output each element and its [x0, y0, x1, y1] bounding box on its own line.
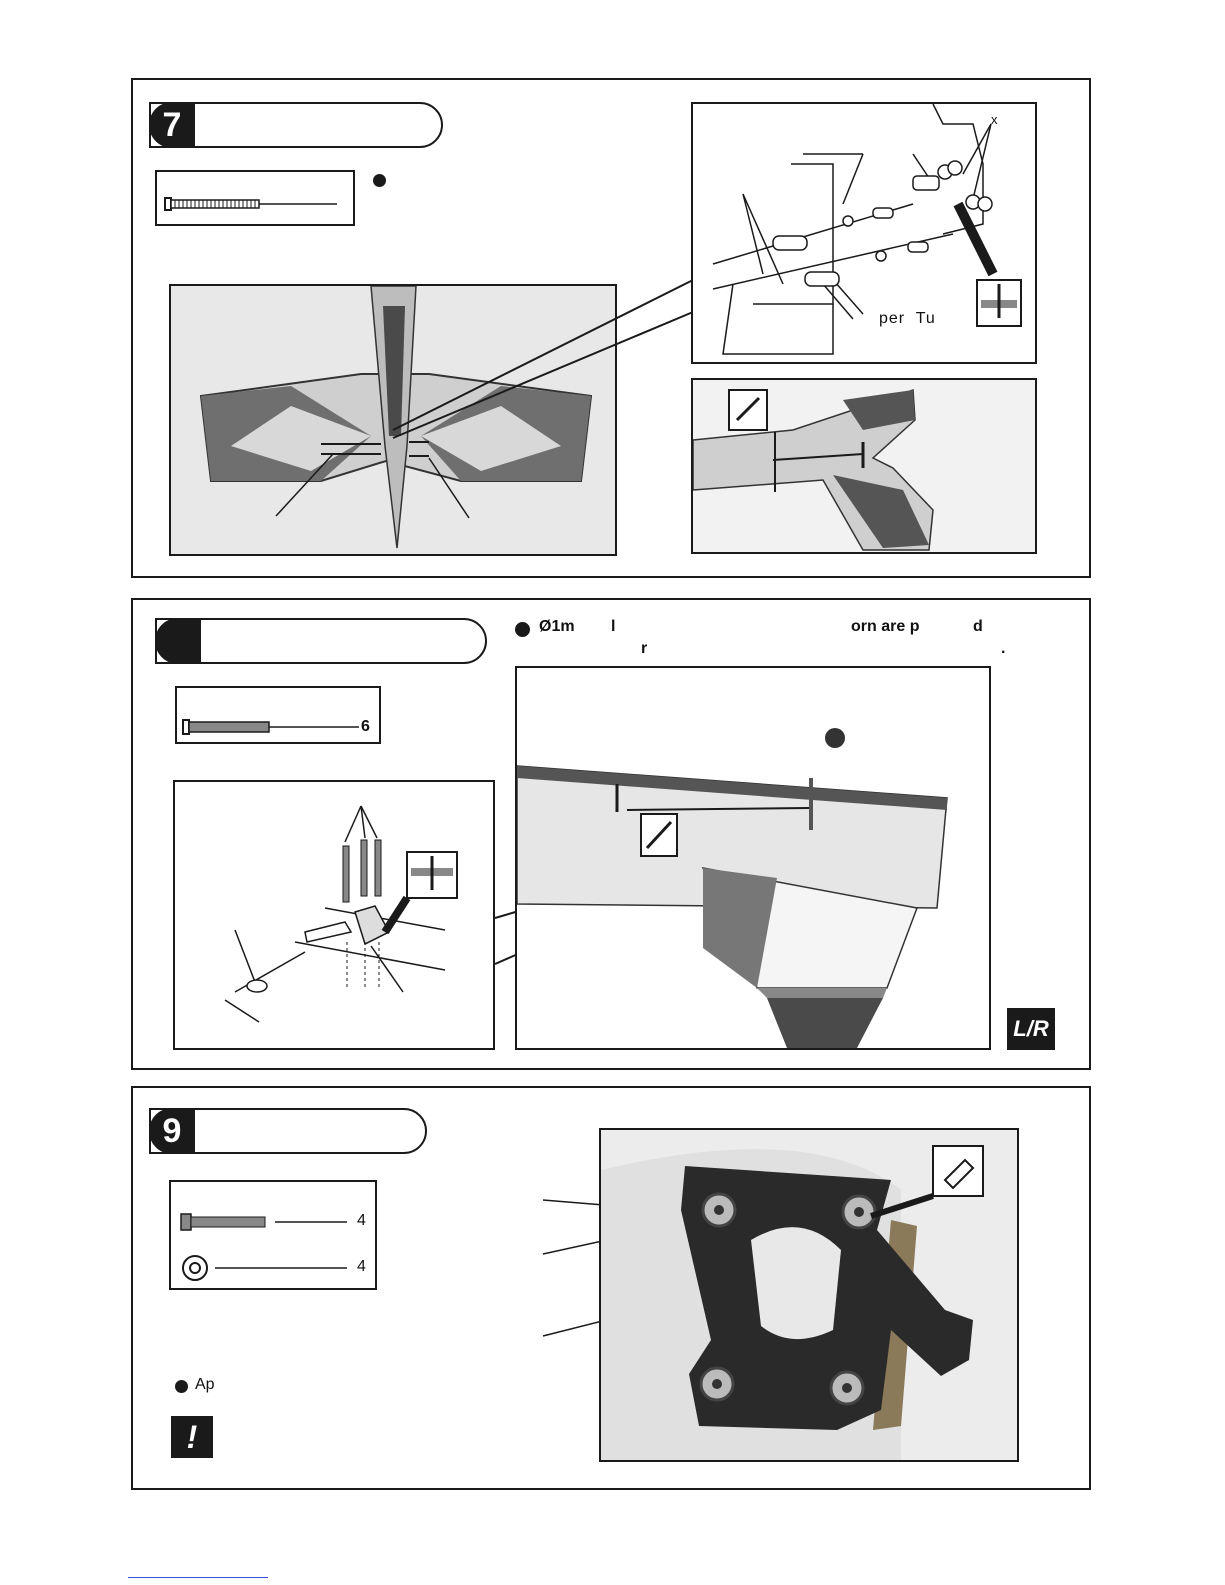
step-7-bullet	[373, 174, 386, 187]
footer-link-underline[interactable]	[128, 1577, 268, 1578]
hinge-exploded-diagram	[693, 104, 1037, 364]
step-8-number	[155, 618, 201, 664]
step-9-tab	[149, 1108, 427, 1154]
step-8-note-e: r	[641, 640, 648, 657]
step-7-tab	[149, 102, 443, 148]
step-9-section	[131, 1086, 1091, 1490]
step-8-screw-part-box	[175, 686, 381, 744]
step-8-note-f: .	[1001, 640, 1006, 657]
step-9-parts-box	[169, 1180, 377, 1290]
step-7-rudder-photo	[691, 378, 1037, 554]
step-8-elevator-photo	[515, 666, 991, 1050]
step-8-note-a: Ø1m	[539, 618, 575, 635]
step-9-motor-mount-photo	[599, 1128, 1019, 1462]
control-horn-exploded-diagram	[175, 782, 495, 1050]
step-9-bullet-text: Ap	[195, 1376, 215, 1393]
screw-icon	[177, 688, 381, 744]
stabilizer-illustration	[171, 286, 617, 556]
step-8-screw-qty: 6	[361, 718, 370, 735]
bolt-and-washer-icons	[171, 1182, 377, 1290]
horizontal-tail-illustration	[517, 668, 991, 1050]
lr-badge: L/R	[1007, 1008, 1055, 1050]
step-7-section	[131, 78, 1091, 578]
step-8-horn-diagram	[173, 780, 495, 1050]
long-screw-icon	[157, 172, 355, 226]
x-callout-label: x	[991, 112, 998, 127]
fuselage-tail-illustration	[693, 380, 1037, 554]
step-8-tab	[155, 618, 487, 664]
step-8-section	[131, 598, 1091, 1070]
step-9-number: 9	[149, 1108, 195, 1154]
tube-callout-label: per Tu	[879, 310, 936, 327]
step-7-number: 7	[149, 102, 195, 148]
step-9-bullet	[175, 1380, 188, 1393]
step-9-bolt-qty: 4	[357, 1212, 366, 1229]
motor-mount-illustration	[601, 1130, 1019, 1462]
step-7-tail-photo	[169, 284, 617, 556]
step-8-note-d: d	[973, 618, 983, 635]
step-8-bullet	[515, 622, 530, 637]
step-9-washer-qty: 4	[357, 1258, 366, 1275]
step-7-screw-part-box	[155, 170, 355, 226]
warning-icon: !	[171, 1416, 213, 1458]
step-8-note-c: orn are p	[851, 618, 920, 635]
step-8-note-b: l	[611, 618, 616, 635]
step-7-hinge-detail	[691, 102, 1037, 364]
